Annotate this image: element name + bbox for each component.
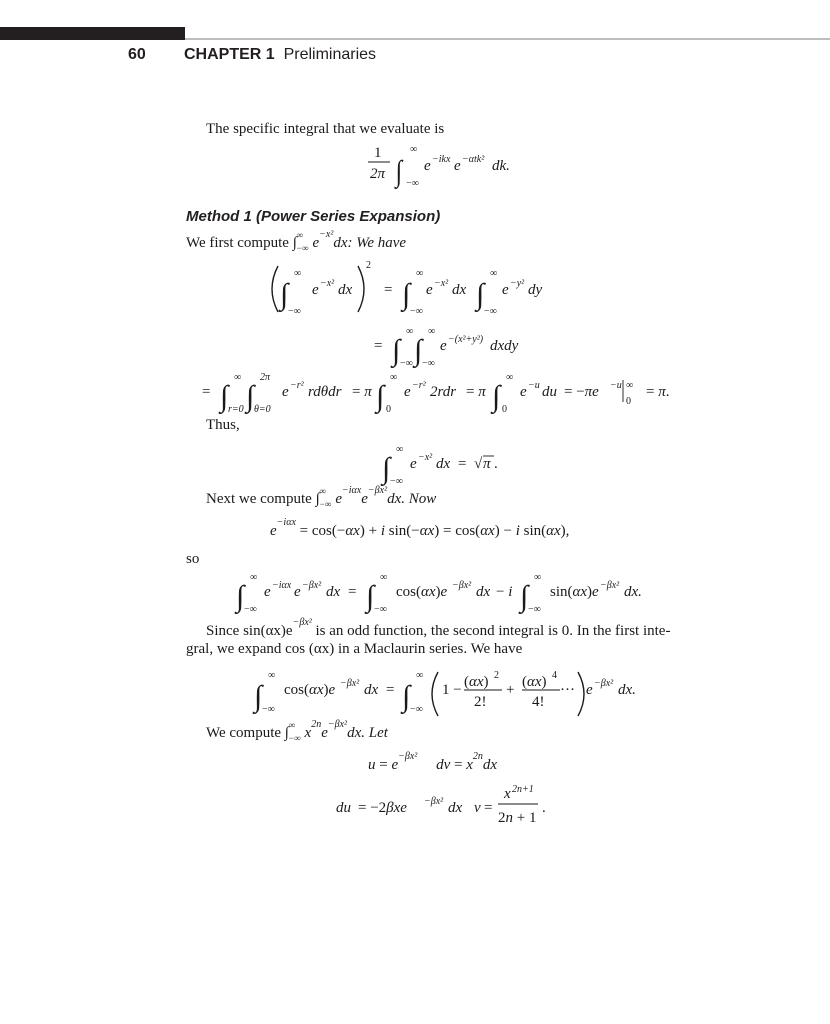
svg-text:−x²: −x²: [320, 278, 335, 289]
svg-text:.: .: [494, 456, 498, 472]
svg-text:2!: 2!: [474, 694, 487, 710]
svg-text:−∞: −∞: [422, 358, 435, 368]
equation-3: [370, 322, 550, 368]
svg-text:√: √: [474, 456, 483, 472]
svg-text:···: ···: [560, 682, 575, 698]
svg-text:∞: ∞: [506, 372, 514, 383]
svg-text:e: e: [426, 282, 433, 298]
svg-text:= −πe: = −πe: [564, 384, 599, 400]
equation-9a: $u = e^{-\beta x^2}$ dv = $x^{2n}dx$: [368, 751, 498, 773]
equation-9b: [334, 782, 564, 828]
equation-8: [252, 660, 652, 722]
svg-text:−∞: −∞: [400, 358, 413, 368]
svg-text:0: 0: [386, 404, 391, 415]
svg-text:= −2βxe: = −2βxe: [358, 800, 407, 816]
svg-text:∞: ∞: [410, 144, 418, 155]
header-bar: [0, 27, 185, 40]
paragraph-3: Next we compute $\int^\infty_{-\infty}$ $e^{-i\alpha x}e^{-\beta x^2}dx$. Now: [206, 485, 437, 509]
svg-text:∫: ∫: [246, 380, 255, 413]
svg-text:2: 2: [494, 670, 499, 681]
svg-text:−y²: −y²: [510, 278, 525, 289]
svg-text:dxdy: dxdy: [490, 338, 519, 354]
svg-text:e: e: [520, 384, 527, 400]
svg-text:=: =: [484, 800, 493, 816]
svg-text:−x²: −x²: [434, 278, 449, 289]
paragraph-3-tail: dx. Now: [387, 491, 437, 507]
svg-text:−∞: −∞: [374, 604, 387, 615]
svg-text:−∞: −∞: [406, 178, 419, 189]
svg-text:∫: ∫: [220, 380, 229, 413]
svg-text:∫: ∫: [402, 278, 411, 311]
svg-text:e: e: [502, 282, 509, 298]
svg-text:2rdr: 2rdr: [430, 384, 457, 400]
paragraph-3-lead: Next we compute: [206, 491, 312, 507]
svg-text:1 −: 1 −: [442, 682, 462, 698]
svg-text:cos(αx)e: cos(αx)e: [284, 682, 336, 698]
method-heading: Method 1 (Power Series Expansion): [186, 208, 441, 225]
paragraph-4-line-1: Since $\sin(\alpha x)e^{-\beta x^2}$ is an odd function, the second integral is 0. In the first inte-: [206, 617, 671, 639]
svg-text:+: +: [506, 682, 515, 698]
svg-text:dx.: dx.: [624, 584, 642, 600]
svg-text:−∞: −∞: [390, 476, 403, 487]
svg-text:π: π: [483, 456, 491, 472]
svg-text:∞: ∞: [534, 572, 542, 583]
svg-text:−αtk²: −αtk²: [462, 154, 485, 165]
svg-text:dx: dx: [338, 282, 353, 298]
svg-text:=: =: [202, 384, 211, 400]
svg-text:e: e: [264, 584, 271, 600]
svg-text:∫: ∫: [402, 680, 411, 713]
svg-text:∞: ∞: [416, 670, 424, 681]
svg-text:∫: ∫: [382, 452, 391, 485]
thus-text: Thus,: [206, 417, 240, 433]
svg-text:4: 4: [552, 670, 557, 681]
svg-text:0: 0: [502, 404, 507, 415]
svg-text:e: e: [586, 682, 593, 698]
svg-text:.: .: [542, 800, 546, 816]
svg-text:dx: dx: [326, 584, 341, 600]
svg-text:dx: dx: [476, 584, 491, 600]
so-text: so: [186, 551, 200, 567]
svg-text:r=0: r=0: [228, 404, 244, 415]
svg-text:∫: ∫: [376, 380, 385, 413]
svg-text:2π: 2π: [370, 166, 386, 182]
svg-text:e: e: [312, 282, 319, 298]
paragraph-2-lead: We first compute: [186, 235, 289, 251]
paragraph-5-lead: We compute: [206, 725, 282, 741]
svg-text:−∞: −∞: [288, 306, 301, 317]
svg-text:dk.: dk.: [492, 158, 510, 174]
svg-text:e: e: [424, 158, 431, 174]
chapter-heading: [184, 46, 376, 64]
svg-text:θ=0: θ=0: [254, 404, 271, 415]
svg-text:∫: ∫: [254, 680, 263, 713]
svg-text:=: =: [386, 682, 395, 698]
svg-text:dy: dy: [528, 282, 543, 298]
svg-text:= π: = π: [352, 384, 372, 400]
svg-text:∞: ∞: [626, 380, 634, 391]
svg-text:dx: dx: [436, 456, 451, 472]
svg-text:dx: dx: [448, 800, 463, 816]
svg-text:−βx²: −βx²: [340, 678, 360, 689]
svg-text:e: e: [440, 338, 447, 354]
equation-4: [200, 366, 690, 418]
svg-text:−βx²: −βx²: [302, 580, 322, 591]
svg-text:∫: ∫: [236, 580, 245, 613]
svg-text:−βx²: −βx²: [594, 678, 614, 689]
svg-text:−∞: −∞: [262, 704, 275, 715]
svg-text:−∞: −∞: [528, 604, 541, 615]
chapter-label: CHAPTER 1: [184, 46, 275, 63]
paragraph-2-tail: dx: We have: [333, 235, 407, 251]
svg-text:∞: ∞: [416, 268, 424, 279]
svg-text:−(x²+y²): −(x²+y²): [448, 334, 484, 345]
paragraph-1: The specific integral that we evaluate is: [206, 121, 445, 137]
svg-text:−ikx: −ikx: [432, 154, 451, 165]
svg-text:2n+1: 2n+1: [512, 784, 534, 795]
svg-text:e: e: [282, 384, 289, 400]
svg-text:−∞: −∞: [410, 306, 423, 317]
paragraph-2: We first compute $\int^\infty_{-\infty}$ $e^{-x^2}dx$: We have: [186, 229, 407, 253]
svg-text:cos(αx)e: cos(αx)e: [396, 584, 448, 600]
svg-text:∫: ∫: [476, 278, 485, 311]
svg-text:−∞: −∞: [244, 604, 257, 615]
svg-text:=: =: [458, 456, 467, 472]
svg-text:∞: ∞: [250, 572, 258, 583]
svg-text:∞: ∞: [490, 268, 498, 279]
svg-text:(αx): (αx): [522, 674, 547, 690]
svg-text:4!: 4!: [532, 694, 545, 710]
svg-text:e: e: [294, 584, 301, 600]
svg-text:dx: dx: [452, 282, 467, 298]
svg-text:∫: ∫: [392, 334, 401, 367]
header-rule: [185, 38, 830, 40]
svg-text:∫: ∫: [520, 580, 529, 613]
svg-text:−u: −u: [610, 380, 622, 391]
chapter-title: Preliminaries: [283, 46, 377, 63]
svg-text:(αx): (αx): [464, 674, 489, 690]
svg-text:1: 1: [374, 145, 382, 161]
svg-text:= π: = π: [466, 384, 486, 400]
svg-text:=: =: [348, 584, 357, 600]
svg-text:2: 2: [366, 260, 371, 271]
svg-text:du: du: [336, 800, 351, 816]
svg-text:sin(αx)e: sin(αx)e: [550, 584, 599, 600]
svg-text:=: =: [384, 282, 393, 298]
svg-text:−iαx: −iαx: [272, 580, 292, 591]
svg-text:∫: ∫: [280, 278, 289, 311]
svg-text:rdθdr: rdθdr: [308, 384, 342, 400]
svg-text:∞: ∞: [234, 372, 242, 383]
equation-7: [234, 566, 664, 618]
svg-text:∞: ∞: [390, 372, 398, 383]
svg-text:v: v: [474, 800, 481, 816]
svg-text:= π.: = π.: [646, 384, 670, 400]
svg-text:∞: ∞: [396, 444, 404, 455]
svg-text:∫: ∫: [366, 580, 375, 613]
equation-1: [360, 140, 530, 190]
svg-text:−x²: −x²: [418, 452, 433, 463]
paragraph-4-tail: is an odd function, the second integral is 0. In the first inte-: [315, 623, 671, 639]
svg-text:∫: ∫: [414, 334, 423, 367]
svg-text:∞: ∞: [380, 572, 388, 583]
svg-text:−u: −u: [528, 380, 540, 391]
svg-text:∫: ∫: [492, 380, 501, 413]
svg-text:− i: − i: [496, 584, 513, 600]
svg-text:−∞: −∞: [484, 306, 497, 317]
svg-text:x: x: [504, 786, 511, 802]
svg-text:−βx²: −βx²: [424, 796, 444, 807]
svg-text:∞: ∞: [428, 326, 436, 337]
svg-text:−βx²: −βx²: [600, 580, 620, 591]
svg-text:2n + 1: 2n + 1: [498, 810, 537, 826]
equation-6: $e^{-i\alpha x} = \cos(-\alpha x) + i$ sin(−αx) = cos(αx) − i sin(αx),: [270, 517, 570, 539]
paragraph-4-lead: Since sin(αx)e: [206, 623, 293, 639]
paragraph-5: We compute $\int^\infty_{-\infty}$ $x^{2n}e^{-\beta x^2}dx$. Let: [206, 719, 388, 743]
svg-text:∞: ∞: [268, 670, 276, 681]
svg-text:−βx²: −βx²: [452, 580, 472, 591]
svg-text:dx: dx: [364, 682, 379, 698]
svg-text:0: 0: [626, 396, 631, 407]
equation-2: [262, 256, 562, 322]
svg-text:∫: ∫: [395, 154, 403, 188]
svg-text:du: du: [542, 384, 557, 400]
svg-text:−r²: −r²: [290, 380, 304, 391]
svg-text:∞: ∞: [294, 268, 302, 279]
svg-text:∞: ∞: [406, 326, 414, 337]
svg-text:e: e: [454, 158, 461, 174]
svg-text:−∞: −∞: [410, 704, 423, 715]
paragraph-4-line-2: gral, we expand cos (αx) in a Maclaurin series. We have: [186, 641, 523, 657]
svg-text:e: e: [404, 384, 411, 400]
svg-text:dx.: dx.: [618, 682, 636, 698]
paragraph-5-tail: dx. Let: [347, 725, 388, 741]
equation-5: [380, 440, 520, 490]
svg-text:2π: 2π: [260, 372, 271, 383]
svg-text:−r²: −r²: [412, 380, 426, 391]
page-number: 60: [128, 46, 146, 63]
svg-text:=: =: [374, 338, 383, 354]
svg-text:e: e: [410, 456, 417, 472]
